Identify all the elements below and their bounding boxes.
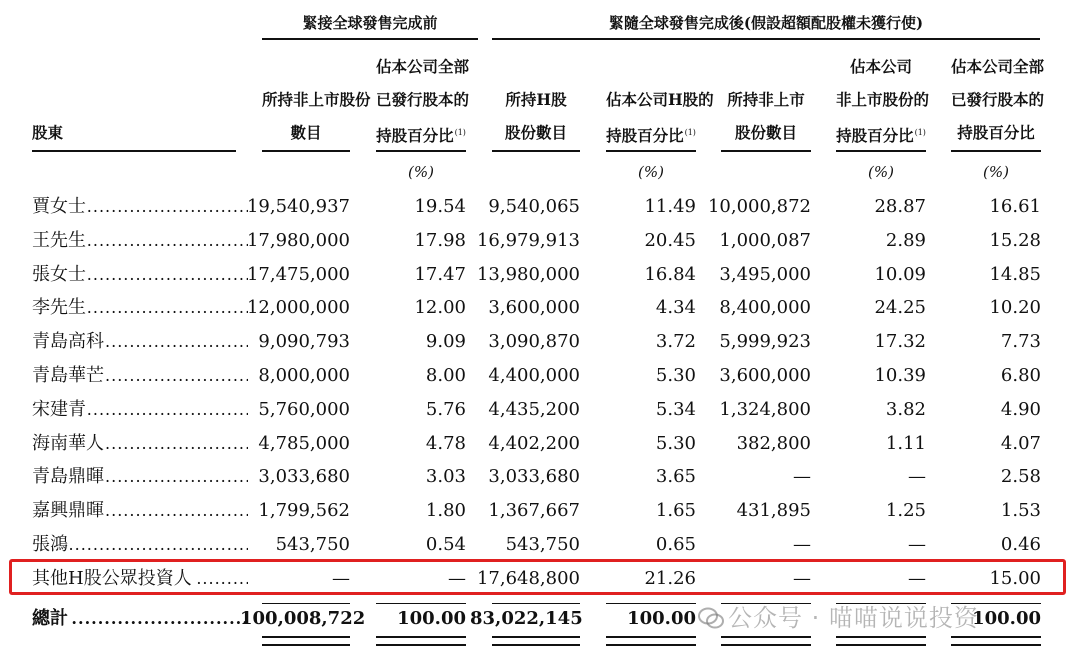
- cell-after_unlisted_pct: 10.39: [874, 365, 926, 386]
- shareholder-name: 總計 .....: [32, 602, 248, 636]
- total-double-rule: [951, 636, 1041, 646]
- cell-before_pct: 4.78: [425, 432, 466, 454]
- cell-after_unlisted_shares: 5,999,923: [719, 331, 811, 353]
- cell-before_shares: 1,799,562: [258, 500, 350, 522]
- table-row: [0, 359, 1080, 393]
- group-underline-after: [492, 38, 1040, 40]
- column-header-after_h_pct: 持股百分比$^{(1)}$: [606, 126, 696, 145]
- cell-before_pct: 0.54: [425, 534, 466, 555]
- cell-before_pct: 9.09: [425, 331, 466, 353]
- shareholder-name: 青島鼎暉 .....: [32, 460, 248, 494]
- total-double-rule: [492, 636, 580, 646]
- cell-before_shares: 4,785,000: [258, 432, 350, 454]
- shareholder-name: 其他H股公眾投資人 .....: [32, 562, 248, 596]
- column-header-after_unlisted_shares: 股份數目: [734, 123, 797, 142]
- cell-after_unlisted_shares: 1,000,087: [719, 229, 811, 251]
- shareholder-name: 賈女士 .....: [32, 190, 248, 224]
- column-header-after_unlisted_shares: 所持非上市: [727, 90, 805, 109]
- cell-after_unlisted_shares: 382,800: [736, 432, 811, 454]
- cell-before_pct: 12.00: [414, 297, 466, 319]
- cell-after_h_shares: 4,435,200: [488, 398, 580, 420]
- cell-before_shares: 19,540,937: [246, 196, 350, 217]
- cell-after_total_pct: 10.20: [989, 297, 1041, 319]
- column-header-underline: [492, 150, 580, 152]
- table-row: [0, 190, 1080, 224]
- cell-after_total_pct: 15.00: [989, 567, 1041, 589]
- total-top-rule: [262, 603, 350, 604]
- cell-after_h_shares: 3,033,680: [488, 466, 580, 488]
- pct-unit: (%): [983, 163, 1009, 181]
- shareholder-name: 李先生 .....: [32, 291, 248, 325]
- column-header-underline: [606, 150, 696, 152]
- table-row: [0, 494, 1080, 528]
- cell-after_h_pct: 5.30: [655, 432, 696, 454]
- shareholder-name: 青島高科 .....: [32, 325, 248, 359]
- column-header-after_total_pct: 已發行股本的: [951, 90, 1045, 109]
- cell-after_h_pct: 20.45: [644, 229, 696, 251]
- cell-after_unlisted_shares: 10,000,872: [707, 196, 811, 217]
- pct-unit: (%): [408, 163, 434, 181]
- cell-after_total_pct: 0.46: [1000, 534, 1041, 555]
- cell-before_pct: 17.47: [414, 263, 466, 285]
- cell-after_total_pct: 1.53: [1000, 500, 1041, 522]
- cell-before_shares: 3,033,680: [258, 466, 350, 488]
- cell-after_unlisted_pct: 1.25: [885, 500, 926, 522]
- cell-after_h_shares: 4,402,200: [488, 432, 580, 454]
- cell-before_shares: 5,760,000: [258, 398, 350, 420]
- shareholder-name: 海南華人 .....: [32, 427, 248, 461]
- cell-after_h_pct: 5.30: [655, 365, 696, 386]
- cell-after_total_pct: 6.80: [1000, 365, 1041, 386]
- cell-after_h_pct: 100.00: [627, 608, 696, 629]
- table-row: [0, 291, 1080, 325]
- cell-after_unlisted_shares: 8,400,000: [719, 297, 811, 319]
- shareholder-name: 張女士 .....: [32, 258, 248, 292]
- cell-after_unlisted_pct: —: [908, 534, 926, 555]
- cell-after_h_pct: 1.65: [655, 500, 696, 522]
- cell-after_unlisted_pct: 17.32: [874, 331, 926, 353]
- cell-after_unlisted_pct: 3.82: [885, 398, 926, 420]
- pct-unit: (%): [868, 163, 894, 181]
- shareholder-name: 青島華芒 .....: [32, 359, 248, 393]
- cell-after_total_pct: 15.28: [989, 229, 1041, 251]
- column-header-after_h_shares: 所持H股: [505, 90, 567, 109]
- shareholder-name: 宋建青 .....: [32, 393, 248, 427]
- table-row: [0, 393, 1080, 427]
- column-header-underline: [721, 150, 811, 152]
- cell-after_h_shares: 17,648,800: [476, 567, 580, 589]
- cell-before_shares: —: [332, 567, 350, 589]
- cell-before_pct: 3.03: [425, 466, 466, 488]
- total-top-rule: [376, 603, 466, 604]
- cell-after_total_pct: 100.00: [972, 608, 1041, 629]
- column-header-after_h_pct: 佔本公司H股的: [606, 90, 714, 109]
- cell-after_h_pct: 0.65: [655, 534, 696, 555]
- cell-after_unlisted_shares: 3,600,000: [719, 365, 811, 386]
- cell-before_shares: 17,980,000: [246, 229, 350, 251]
- cell-after_h_shares: 9,540,065: [488, 196, 580, 217]
- cell-after_h_shares: 1,367,667: [488, 500, 580, 522]
- column-header-shareholder: 股東: [32, 123, 64, 142]
- cell-after_unlisted_shares: 431,895: [736, 500, 811, 522]
- total-double-rule: [376, 636, 466, 646]
- cell-after_unlisted_pct: —: [908, 567, 926, 589]
- cell-after_h_pct: 3.72: [655, 331, 696, 353]
- cell-after_total_pct: 4.90: [1000, 398, 1041, 420]
- cell-before_shares: 100,008,722: [240, 608, 366, 629]
- cell-after_unlisted_pct: 24.25: [874, 297, 926, 319]
- column-header-underline: [376, 150, 466, 152]
- column-header-before_pct: 已發行股本的: [376, 90, 470, 109]
- cell-after_unlisted_pct: —: [908, 466, 926, 488]
- cell-before_shares: 8,000,000: [258, 365, 350, 386]
- cell-after_unlisted_shares: —: [793, 534, 811, 555]
- cell-after_h_shares: 4,400,000: [488, 365, 580, 386]
- total-top-rule: [606, 603, 696, 604]
- cell-after_unlisted_shares: 1,324,800: [719, 398, 811, 420]
- group-header-after: 緊隨全球發售完成後(假設超額配股權未獲行使): [608, 14, 924, 32]
- cell-after_unlisted_shares: —: [793, 466, 811, 488]
- cell-after_h_pct: 11.49: [644, 196, 696, 217]
- column-header-before_shares: 數目: [290, 123, 322, 142]
- column-header-underline: [836, 150, 926, 152]
- cell-after_h_shares: 13,980,000: [476, 263, 580, 285]
- shareholder-name: 張鴻 .....: [32, 528, 248, 562]
- cell-before_pct: 19.54: [414, 196, 466, 217]
- cell-before_shares: 9,090,793: [258, 331, 350, 353]
- table-row: [0, 460, 1080, 494]
- column-header-after_unlisted_pct: 持股百分比$^{(1)}$: [836, 126, 926, 145]
- cell-after_unlisted_shares: —: [793, 567, 811, 589]
- cell-after_total_pct: 7.73: [1000, 331, 1041, 353]
- column-header-after_unlisted_pct: 非上市股份的: [836, 90, 930, 109]
- group-header-before: 緊接全球發售完成前: [302, 14, 438, 32]
- table-row: [0, 427, 1080, 461]
- cell-after_h_pct: 21.26: [644, 567, 696, 589]
- cell-after_h_pct: 3.65: [655, 466, 696, 488]
- column-header-after_total_pct: 持股百分比: [957, 123, 1035, 142]
- total-double-rule: [721, 636, 811, 646]
- column-header-after_h_shares: 股份數目: [504, 123, 567, 142]
- cell-before_pct: 17.98: [414, 229, 466, 251]
- column-header-after_total_pct: 佔本公司全部: [951, 57, 1045, 76]
- cell-after_h_shares: 83,022,145: [470, 608, 583, 629]
- cell-before_pct: 5.76: [425, 398, 466, 420]
- cell-after_h_pct: 5.34: [655, 398, 696, 420]
- cell-before_pct: 8.00: [425, 365, 466, 386]
- cell-after_h_shares: 16,979,913: [476, 229, 580, 251]
- column-header-before_pct: 持股百分比$^{(1)}$: [376, 126, 466, 145]
- watermark: [698, 598, 979, 633]
- cell-after_h_shares: 3,600,000: [488, 297, 580, 319]
- column-header-underline: [32, 150, 236, 152]
- column-header-before_pct: 佔本公司全部: [376, 57, 470, 76]
- total-double-rule: [606, 636, 696, 646]
- table-row: [0, 258, 1080, 292]
- column-header-underline: [262, 150, 350, 152]
- column-header-before_shares: 所持非上市股份: [262, 90, 371, 109]
- cell-before_shares: 543,750: [275, 534, 350, 555]
- table-row: [0, 325, 1080, 359]
- cell-after_total_pct: 2.58: [1000, 466, 1041, 488]
- cell-after_h_pct: 4.34: [655, 297, 696, 319]
- cell-after_unlisted_pct: 28.87: [874, 196, 926, 217]
- pct-unit: (%): [638, 163, 664, 181]
- column-header-after_unlisted_pct: 佔本公司: [849, 57, 912, 76]
- group-underline-before: [262, 38, 478, 40]
- cell-after_unlisted_pct: 2.89: [885, 229, 926, 251]
- wechat-icon: [698, 607, 724, 629]
- cell-after_unlisted_pct: 1.11: [885, 432, 926, 454]
- shareholder-name: 嘉興鼎暉 .....: [32, 494, 248, 528]
- cell-after_total_pct: 4.07: [1000, 432, 1041, 454]
- cell-after_h_shares: 543,750: [505, 534, 580, 555]
- cell-after_unlisted_shares: 3,495,000: [719, 263, 811, 285]
- total-double-rule: [262, 636, 350, 646]
- total-top-rule: [492, 603, 580, 604]
- table-row: [0, 528, 1080, 562]
- cell-after_unlisted_pct: 10.09: [874, 263, 926, 285]
- cell-before_shares: 17,475,000: [246, 263, 350, 285]
- cell-after_h_pct: 16.84: [644, 263, 696, 285]
- table-row: [0, 224, 1080, 258]
- column-header-underline: [951, 150, 1041, 152]
- cell-after_h_shares: 3,090,870: [488, 331, 580, 353]
- cell-after_total_pct: 16.61: [989, 196, 1041, 217]
- cell-before_pct: —: [448, 567, 466, 589]
- total-double-rule: [836, 636, 926, 646]
- cell-before_pct: 1.80: [425, 500, 466, 522]
- watermark-text: 公众号 · 喵喵说说投资: [728, 604, 979, 632]
- cell-before_pct: 100.00: [397, 608, 466, 629]
- shareholder-name: 王先生 .....: [32, 224, 248, 258]
- cell-before_shares: 12,000,000: [246, 297, 350, 319]
- cell-after_total_pct: 14.85: [989, 263, 1041, 285]
